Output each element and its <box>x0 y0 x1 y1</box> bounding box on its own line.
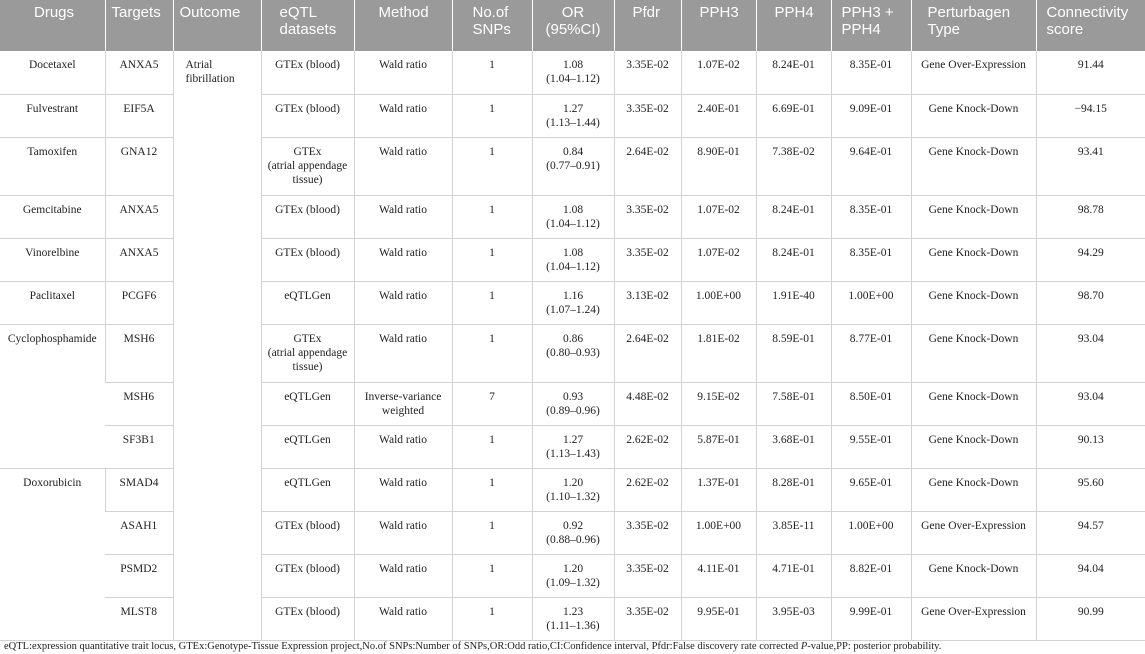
connectivity-score-cell: 93.41 <box>1036 137 1145 195</box>
pph3-pph4-cell: 9.99E-01 <box>831 597 911 640</box>
pph3-cell: 9.15E-02 <box>681 382 756 425</box>
target-cell: ANXA5 <box>105 238 173 281</box>
pfdr-cell: 2.62E-02 <box>614 425 681 468</box>
method-cell: Wald ratio <box>354 137 452 195</box>
method-cell: Wald ratio <box>354 511 452 554</box>
header-row <box>0 0 1145 51</box>
drug-cell: Tamoxifen <box>0 137 105 195</box>
connectivity-score-cell: 95.60 <box>1036 468 1145 511</box>
eqtl-dataset-cell: GTEx (blood) <box>261 94 354 137</box>
pph3-pph4-cell: 9.09E-01 <box>831 94 911 137</box>
header-label: eQTL datasets <box>279 4 337 38</box>
pph3-pph4-cell: 8.50E-01 <box>831 382 911 425</box>
or-cell: 1.20 (1.09–1.32) <box>532 554 614 597</box>
target-cell: SMAD4 <box>105 468 173 511</box>
method-cell: Wald ratio <box>354 94 452 137</box>
drug-cell: Docetaxel <box>0 51 105 94</box>
perturbagen-type-cell: Gene Knock-Down <box>911 468 1036 511</box>
header-eqtl-datasets <box>261 0 354 51</box>
table-row <box>0 324 1145 382</box>
header-label: Pfdr <box>632 4 661 21</box>
pph3-pph4-cell: 8.82E-01 <box>831 554 911 597</box>
pph3-cell: 1.81E-02 <box>681 324 756 382</box>
pph4-cell: 7.38E-02 <box>756 137 831 195</box>
target-cell: ANXA5 <box>105 195 173 238</box>
method-cell: Wald ratio <box>354 468 452 511</box>
or-cell: 0.86 (0.80–0.93) <box>532 324 614 382</box>
pph3-cell: 2.40E-01 <box>681 94 756 137</box>
header-or <box>532 0 614 51</box>
eqtl-dataset-cell: eQTLGen <box>261 468 354 511</box>
pph3-pph4-cell: 1.00E+00 <box>831 281 911 324</box>
pph4-cell: 8.59E-01 <box>756 324 831 382</box>
header-label: Perturbagen Type <box>927 4 1011 38</box>
pph3-cell: 1.00E+00 <box>681 281 756 324</box>
eqtl-dataset-cell: eQTLGen <box>261 382 354 425</box>
pph4-cell: 8.24E-01 <box>756 238 831 281</box>
table-row <box>0 597 1145 640</box>
perturbagen-type-cell: Gene Knock-Down <box>911 281 1036 324</box>
table-row <box>0 511 1145 554</box>
pph3-pph4-cell: 8.35E-01 <box>831 238 911 281</box>
or-cell: 1.16 (1.07–1.24) <box>532 281 614 324</box>
header-label: Outcome <box>179 4 241 21</box>
pfdr-cell: 3.35E-02 <box>614 51 681 94</box>
target-cell: MSH6 <box>105 324 173 382</box>
pfdr-cell: 3.35E-02 <box>614 597 681 640</box>
perturbagen-type-cell: Gene Knock-Down <box>911 324 1036 382</box>
snps-cell: 7 <box>452 382 532 425</box>
header-connectivity-score <box>1036 0 1145 51</box>
target-cell: MSH6 <box>105 382 173 425</box>
header-drugs <box>0 0 105 51</box>
target-cell: PSMD2 <box>105 554 173 597</box>
method-cell: Wald ratio <box>354 554 452 597</box>
connectivity-score-cell: −94.15 <box>1036 94 1145 137</box>
target-cell: GNA12 <box>105 137 173 195</box>
snps-cell: 1 <box>452 195 532 238</box>
target-cell: ASAH1 <box>105 511 173 554</box>
method-cell: Wald ratio <box>354 425 452 468</box>
snps-cell: 1 <box>452 425 532 468</box>
header-method <box>354 0 452 51</box>
header-perturbagen-type <box>911 0 1036 51</box>
pfdr-cell: 4.48E-02 <box>614 382 681 425</box>
eqtl-dataset-cell: GTEx (blood) <box>261 195 354 238</box>
snps-cell: 1 <box>452 238 532 281</box>
pph3-pph4-cell: 9.65E-01 <box>831 468 911 511</box>
table-row <box>0 51 1145 94</box>
pph4-cell: 3.68E-01 <box>756 425 831 468</box>
perturbagen-type-cell: Gene Knock-Down <box>911 195 1036 238</box>
pph4-cell: 8.24E-01 <box>756 195 831 238</box>
table-row <box>0 94 1145 137</box>
table-row <box>0 137 1145 195</box>
eqtl-dataset-cell: GTEx (blood) <box>261 51 354 94</box>
or-cell: 1.27 (1.13–1.44) <box>532 94 614 137</box>
header-label: Connectivity score <box>1046 4 1129 38</box>
pph3-cell: 1.07E-02 <box>681 238 756 281</box>
header-label: PPH3 + PPH4 <box>841 4 894 38</box>
pfdr-cell: 3.13E-02 <box>614 281 681 324</box>
connectivity-score-cell: 94.04 <box>1036 554 1145 597</box>
pph3-cell: 1.00E+00 <box>681 511 756 554</box>
perturbagen-type-cell: Gene Over-Expression <box>911 597 1036 640</box>
pph4-cell: 3.85E-11 <box>756 511 831 554</box>
outcome-cell: Atrial fibrillation <box>173 51 261 640</box>
pfdr-cell: 3.35E-02 <box>614 94 681 137</box>
header-no-of-snps <box>452 0 532 51</box>
drug-cell: Cyclophosphamide <box>0 324 105 468</box>
pph4-cell: 8.28E-01 <box>756 468 831 511</box>
connectivity-score-cell: 90.13 <box>1036 425 1145 468</box>
pph3-cell: 1.37E-01 <box>681 468 756 511</box>
eqtl-dataset-cell: eQTLGen <box>261 281 354 324</box>
connectivity-score-cell: 93.04 <box>1036 382 1145 425</box>
method-cell: Wald ratio <box>354 238 452 281</box>
snps-cell: 1 <box>452 597 532 640</box>
header-outcome <box>173 0 261 51</box>
method-cell: Inverse-variance weighted <box>354 382 452 425</box>
header-pph4 <box>756 0 831 51</box>
eqtl-dataset-cell: GTEx (blood) <box>261 597 354 640</box>
pfdr-cell: 2.64E-02 <box>614 324 681 382</box>
drug-cell: Vinorelbine <box>0 238 105 281</box>
pph4-cell: 7.58E-01 <box>756 382 831 425</box>
table-header <box>0 0 1145 51</box>
target-cell: ANXA5 <box>105 51 173 94</box>
snps-cell: 1 <box>452 94 532 137</box>
snps-cell: 1 <box>452 468 532 511</box>
header-pph3-pph4 <box>831 0 911 51</box>
target-cell: PCGF6 <box>105 281 173 324</box>
pph4-cell: 6.69E-01 <box>756 94 831 137</box>
target-cell: EIF5A <box>105 94 173 137</box>
table-row <box>0 281 1145 324</box>
eqtl-dataset-cell: GTEx (blood) <box>261 554 354 597</box>
eqtl-dataset-cell: GTEx (atrial appendage tissue) <box>261 137 354 195</box>
table-row <box>0 382 1145 425</box>
table-row <box>0 554 1145 597</box>
snps-cell: 1 <box>452 554 532 597</box>
perturbagen-type-cell: Gene Knock-Down <box>911 382 1036 425</box>
pfdr-cell: 2.62E-02 <box>614 468 681 511</box>
pfdr-cell: 3.35E-02 <box>614 195 681 238</box>
method-cell: Wald ratio <box>354 51 452 94</box>
or-cell: 1.27 (1.13–1.43) <box>532 425 614 468</box>
pph3-cell: 4.11E-01 <box>681 554 756 597</box>
pph3-cell: 1.07E-02 <box>681 195 756 238</box>
snps-cell: 1 <box>452 281 532 324</box>
perturbagen-type-cell: Gene Knock-Down <box>911 137 1036 195</box>
perturbagen-type-cell: Gene Knock-Down <box>911 238 1036 281</box>
header-label: Method <box>378 4 429 21</box>
header-label: Drugs <box>34 4 75 21</box>
pph3-cell: 1.07E-02 <box>681 51 756 94</box>
pph3-pph4-cell: 1.00E+00 <box>831 511 911 554</box>
or-cell: 1.08 (1.04–1.12) <box>532 51 614 94</box>
method-cell: Wald ratio <box>354 195 452 238</box>
or-cell: 1.23 (1.11–1.36) <box>532 597 614 640</box>
connectivity-score-cell: 91.44 <box>1036 51 1145 94</box>
table-row <box>0 238 1145 281</box>
table-row <box>0 195 1145 238</box>
table-footnote <box>4 641 941 652</box>
target-cell: SF3B1 <box>105 425 173 468</box>
pph4-cell: 3.95E-03 <box>756 597 831 640</box>
method-cell: Wald ratio <box>354 597 452 640</box>
connectivity-score-cell: 90.99 <box>1036 597 1145 640</box>
pph3-pph4-cell: 8.35E-01 <box>831 195 911 238</box>
drug-cell: Gemcitabine <box>0 195 105 238</box>
method-cell: Wald ratio <box>354 324 452 382</box>
pph3-pph4-cell: 9.55E-01 <box>831 425 911 468</box>
connectivity-score-cell: 94.29 <box>1036 238 1145 281</box>
footnote-text: eQTL:expression quantitative trait locus, GTEx:Genotype-Tissue Expression project,No.of SNPs:Number of SNPs,OR:Odd ratio,CI:Confidence interval, Pfdr:False discovery rate corrected <box>4 641 801 652</box>
connectivity-score-cell: 98.78 <box>1036 195 1145 238</box>
table-row <box>0 425 1145 468</box>
perturbagen-type-cell: Gene Over-Expression <box>911 511 1036 554</box>
snps-cell: 1 <box>452 51 532 94</box>
perturbagen-type-cell: Gene Over-Expression <box>911 51 1036 94</box>
header-label: OR (95%CI) <box>545 4 601 38</box>
or-cell: 0.93 (0.89–0.96) <box>532 382 614 425</box>
or-cell: 1.20 (1.10–1.32) <box>532 468 614 511</box>
footnote-italic-p: P <box>800 641 808 652</box>
pfdr-cell: 3.35E-02 <box>614 554 681 597</box>
header-label: No.of SNPs <box>472 4 511 38</box>
header-label: Targets <box>111 4 161 21</box>
snps-cell: 1 <box>452 324 532 382</box>
eqtl-dataset-cell: GTEx (atrial appendage tissue) <box>261 324 354 382</box>
pph4-cell: 4.71E-01 <box>756 554 831 597</box>
header-pph3 <box>681 0 756 51</box>
pph3-cell: 8.90E-01 <box>681 137 756 195</box>
drug-cell: Fulvestrant <box>0 94 105 137</box>
pph3-pph4-cell: 9.64E-01 <box>831 137 911 195</box>
pph3-pph4-cell: 8.35E-01 <box>831 51 911 94</box>
pfdr-cell: 2.64E-02 <box>614 137 681 195</box>
pph4-cell: 1.91E-40 <box>756 281 831 324</box>
header-pfdr <box>614 0 681 51</box>
or-cell: 0.92 (0.88–0.96) <box>532 511 614 554</box>
header-label: PPH4 <box>774 4 814 21</box>
perturbagen-type-cell: Gene Knock-Down <box>911 554 1036 597</box>
header-label: PPH3 <box>699 4 739 21</box>
table-body <box>0 51 1145 640</box>
method-cell: Wald ratio <box>354 281 452 324</box>
pfdr-cell: 3.35E-02 <box>614 511 681 554</box>
eqtl-dataset-cell: eQTLGen <box>261 425 354 468</box>
drug-cell: Paclitaxel <box>0 281 105 324</box>
connectivity-score-cell: 98.70 <box>1036 281 1145 324</box>
snps-cell: 1 <box>452 137 532 195</box>
drug-cell: Doxorubicin <box>0 468 105 640</box>
footnote-text-end: -value,PP: posterior probability. <box>807 641 942 652</box>
or-cell: 1.08 (1.04–1.12) <box>532 238 614 281</box>
pph4-cell: 8.24E-01 <box>756 51 831 94</box>
target-cell: MLST8 <box>105 597 173 640</box>
header-targets <box>105 0 173 51</box>
perturbagen-type-cell: Gene Knock-Down <box>911 94 1036 137</box>
table-row <box>0 468 1145 511</box>
perturbagen-type-cell: Gene Knock-Down <box>911 425 1036 468</box>
or-cell: 0.84 (0.77–0.91) <box>532 137 614 195</box>
connectivity-score-cell: 94.57 <box>1036 511 1145 554</box>
pph3-cell: 9.95E-01 <box>681 597 756 640</box>
connectivity-score-cell: 93.04 <box>1036 324 1145 382</box>
pph3-cell: 5.87E-01 <box>681 425 756 468</box>
eqtl-dataset-cell: GTEx (blood) <box>261 238 354 281</box>
or-cell: 1.08 (1.04–1.12) <box>532 195 614 238</box>
eqtl-dataset-cell: GTEx (blood) <box>261 511 354 554</box>
snps-cell: 1 <box>452 511 532 554</box>
pph3-pph4-cell: 8.77E-01 <box>831 324 911 382</box>
pfdr-cell: 3.35E-02 <box>614 238 681 281</box>
